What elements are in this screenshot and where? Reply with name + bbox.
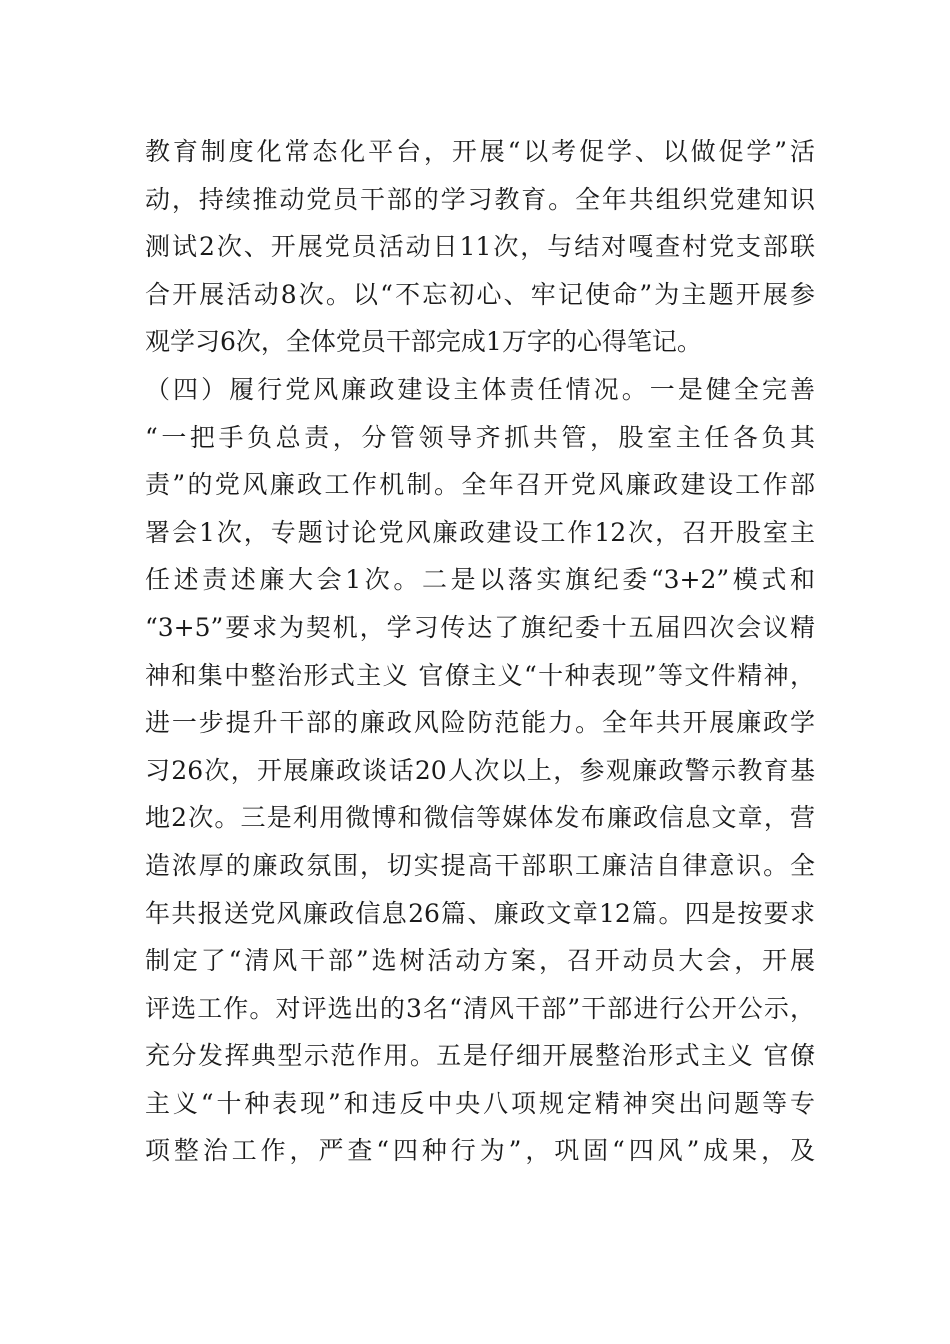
text-line: 动，持续推动党员干部的学习教育。全年共组织党建知识 [145,184,815,214]
text-line: 制定了“清风干部”选树活动方案，召开动员大会，开展 [145,946,815,976]
text-line: 地2次。三是利用微博和微信等媒体发布廉政信息文章，营 [145,803,815,833]
text-line: 神和集中整治形式主义 官僚主义“十种表现”等文件精神， [145,660,815,690]
text-line: 观学习6次，全体党员干部完成1万字的心得笔记。 [145,327,702,357]
text-line: 主义“十种表现”和违反中央八项规定精神突出问题等专 [145,1088,815,1118]
text-line: 习26次，开展廉政谈话20人次以上，参观廉政警示教育基 [145,755,815,785]
section-heading-line: （四）履行党风廉政建设主体责任情况。一是健全完善 [145,374,815,404]
text-line: 任述责述廉大会1次。二是以落实旗纪委“3+2”模式和 [145,565,815,595]
text-line: 责”的党风廉政工作机制。全年召开党风廉政建设工作部 [145,470,815,500]
text-line: 充分发挥典型示范作用。五是仔细开展整治形式主义 官僚 [145,1041,815,1071]
text-line: “3+5”要求为契机，学习传达了旗纪委十五届四次会议精 [145,612,815,642]
text-line: 评选工作。对评选出的3名“清风干部”干部进行公开公示， [145,993,815,1023]
text-line: “一把手负总责，分管领导齐抓共管，股室主任各负其 [145,422,815,452]
body-text [145,128,815,1175]
text-line: 进一步提升干部的廉政风险防范能力。全年共开展廉政学 [145,708,815,738]
text-line: 教育制度化常态化平台，开展“以考促学、以做促学”活 [145,137,815,166]
text-line: 合开展活动8次。以“不忘初心、牢记使命”为主题开展参 [145,279,815,309]
text-line: 年共报送党风廉政信息26篇、廉政文章12篇。四是按要求 [145,898,815,928]
text-line: 项整治工作，严查“四种行为”，巩固“四风”成果，及 [145,1136,815,1166]
text-line: 造浓厚的廉政氛围，切实提高干部职工廉洁自律意识。全 [145,850,815,880]
text-line: 署会1次，专题讨论党风廉政建设工作12次，召开股室主 [145,517,815,547]
text-line: 测试2次、开展党员活动日11次，与结对嘎查村党支部联 [145,232,815,262]
